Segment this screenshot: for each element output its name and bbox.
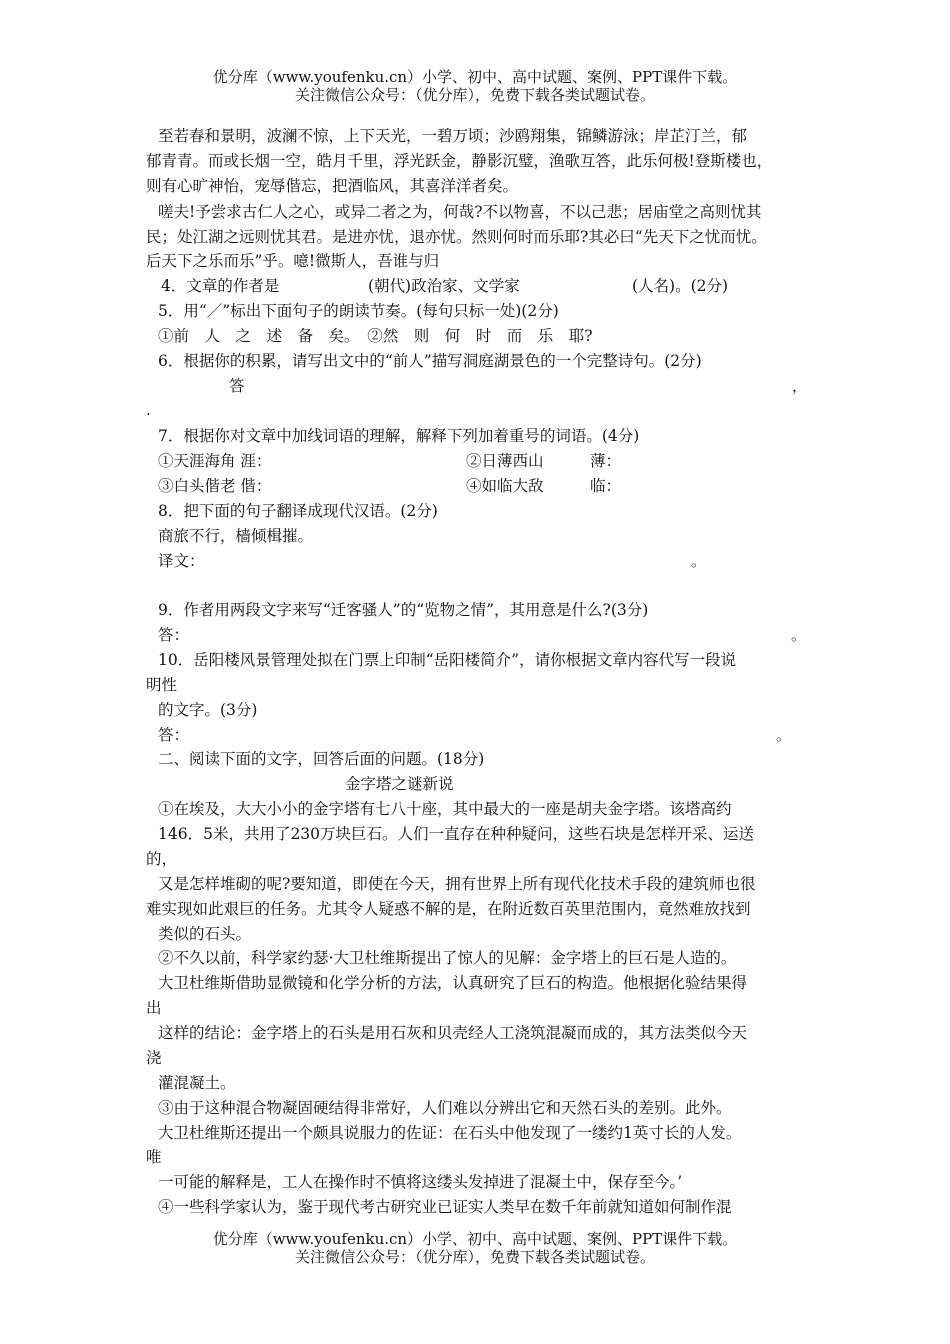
section-2-heading: 二、阅读下面的文字，回答后面的问题。(18分) xyxy=(158,750,485,768)
footer-line-1: 优分库（www.youfenku.cn）小学、初中、高中试题、案例、PPT课件下载。 xyxy=(212,1230,738,1248)
page-footer xyxy=(0,1230,950,1266)
section-2-line-11: 浇 xyxy=(146,1049,162,1067)
question-10-answer-label: 答： xyxy=(158,726,190,744)
question-7-item-3: ③白头偕老 偕： xyxy=(158,477,272,495)
question-10-line-2: 明性 xyxy=(146,676,178,694)
passage-p2-line-1: 嗟夫!予尝求古仁人之心，或异二者之为，何哉?不以物喜，不以己悲；居庙堂之高则忧其 xyxy=(158,203,762,221)
section-2-line-3: 的， xyxy=(146,850,178,868)
passage-p1-line-1: 至若春和景明，波澜不惊，上下天光，一碧万顷；沙鸥翔集，锦鳞游泳；岸芷汀兰，郁 xyxy=(158,127,748,145)
section-2-line-17: ④一些科学家认为，鉴于现代考古研究业已证实人类早在数千年前就知道如何制作混 xyxy=(158,1198,732,1216)
question-8: 8．把下面的句子翻译成现代汉语。(2分) xyxy=(158,502,438,520)
section-2-line-6: 类似的石头。 xyxy=(158,925,252,943)
section-2-line-12: 灌混凝土。 xyxy=(158,1074,236,1092)
question-7: 7．根据你对文章中加线词语的理解，解释下列加着重号的词语。(4分) xyxy=(158,427,640,445)
section-2-line-4: 又是怎样堆砌的呢?要知道，即使在今天，拥有世界上所有现代化技术手段的建筑师也很 xyxy=(158,875,756,893)
section-2-line-15: 唯 xyxy=(146,1148,162,1166)
question-8-answer-label: 译文： xyxy=(158,552,205,570)
passage-p1-line-3: 则有心旷神怡，宠辱偕忘，把酒临风，其喜洋洋者矣。 xyxy=(146,177,519,195)
question-10-line-1: 10．岳阳楼风景管理处拟在门票上印制“岳阳楼简介”，请你根据文章内容代写一段说 xyxy=(158,651,737,669)
question-10-line-3: 的文字。(3分) xyxy=(158,701,258,719)
question-7-item-4: ④如临大敌 临： xyxy=(466,477,622,495)
page-header xyxy=(0,68,950,104)
question-6: 6．根据你的积累，请写出文中的“前人”描写洞庭湖景色的一个完整诗句。(2分) xyxy=(158,352,702,370)
question-9-answer-label: 答： xyxy=(158,626,190,644)
section-2-line-10: 这样的结论：金字塔上的石头是用石灰和贝壳经人工浇筑混凝而成的，其方法类似今天 xyxy=(158,1024,748,1042)
section-2-line-1: ①在埃及，大大小小的金字塔有七八十座，其中最大的一座是胡夫金字塔。该塔高约 xyxy=(158,800,732,818)
question-6-answer-comma: ， xyxy=(792,377,808,395)
passage-p2-line-2: 民；处江湖之远则忧其君。是进亦忧，退亦忧。然则何时而乐耶?其必曰“先天下之忧而忧。 xyxy=(146,228,767,246)
question-5: 5．用“／”标出下面句子的朗读节奏。(每句只标一处)(2分) xyxy=(158,302,559,320)
section-2-line-7: ②不久以前，科学家约瑟·大卫杜维斯提出了惊人的见解：金字塔上的巨石是人造的。 xyxy=(158,949,737,967)
section-2-line-8: 大卫杜维斯借助显微镜和化学分析的方法，认真研究了巨石的构造。他根据化验结果得 xyxy=(158,974,748,992)
question-9-answer-end: 。 xyxy=(791,626,807,644)
question-6-answer-label: 答 xyxy=(229,377,245,395)
question-9: 9．作者用两段文字来写“迁客骚人”的“览物之情”，其用意是什么?(3分) xyxy=(158,601,649,619)
section-2-title: 金字塔之谜新说 xyxy=(345,775,454,793)
section-2-line-9: 出 xyxy=(146,999,162,1017)
section-2-line-16: 一可能的解释是，工人在操作时不慎将这缕头发掉进了混凝土中，保存至今。’ xyxy=(158,1173,683,1191)
question-7-item-2: ②日薄西山 薄： xyxy=(466,452,622,470)
question-4-part-b: (朝代)政治家、文学家 xyxy=(368,277,520,295)
question-4-part-c: (人名)。(2分) xyxy=(632,277,729,295)
section-2-line-5: 难实现如此艰巨的任务。尤其令人疑惑不解的是，在附近数百英里范围内，竟然难放找到 xyxy=(146,900,751,918)
footer-line-2: 关注微信公众号：（优分库），免费下载各类试题试卷。 xyxy=(294,1248,655,1266)
question-5-items: ①前 人 之 述 备 矣。 ②然 则 何 时 而 乐 耶? xyxy=(158,327,593,345)
question-8-answer-end: 。 xyxy=(691,552,707,570)
section-2-line-2: 146．5米，共用了230万块巨石。人们一直存在种种疑问，这些石块是怎样开采、运送 xyxy=(158,825,755,843)
section-2-line-13: ③由于这种混合物凝固硬结得非常好，人们难以分辨出它和天然石头的差别。此外。 xyxy=(158,1099,732,1117)
question-10-answer-end: 。 xyxy=(776,726,792,744)
passage-p2-line-3: 后天下之乐而乐”乎。噫!微斯人，吾谁与归 xyxy=(146,252,440,270)
passage-p1-line-2: 郁青青。而或长烟一空，皓月千里，浮光跃金，静影沉璧，渔歌互答，此乐何极!登斯楼也， xyxy=(146,152,773,170)
question-4-part-a: 4．文章的作者是 xyxy=(161,277,280,295)
question-8-sentence: 商旅不行，樯倾楫摧。 xyxy=(158,527,314,545)
header-line-1: 优分库（www.youfenku.cn）小学、初中、高中试题、案例、PPT课件下载。 xyxy=(212,68,738,86)
section-2-line-14: 大卫杜维斯还提出一个颇具说服力的佐证：在石头中他发现了一缕约1英寸长的人发。 xyxy=(158,1124,742,1142)
question-6-answer-dot: . xyxy=(146,401,151,419)
header-line-2: 关注微信公众号：（优分库），免费下载各类试题试卷。 xyxy=(294,86,655,104)
question-7-item-1: ①天涯海角 涯： xyxy=(158,452,272,470)
